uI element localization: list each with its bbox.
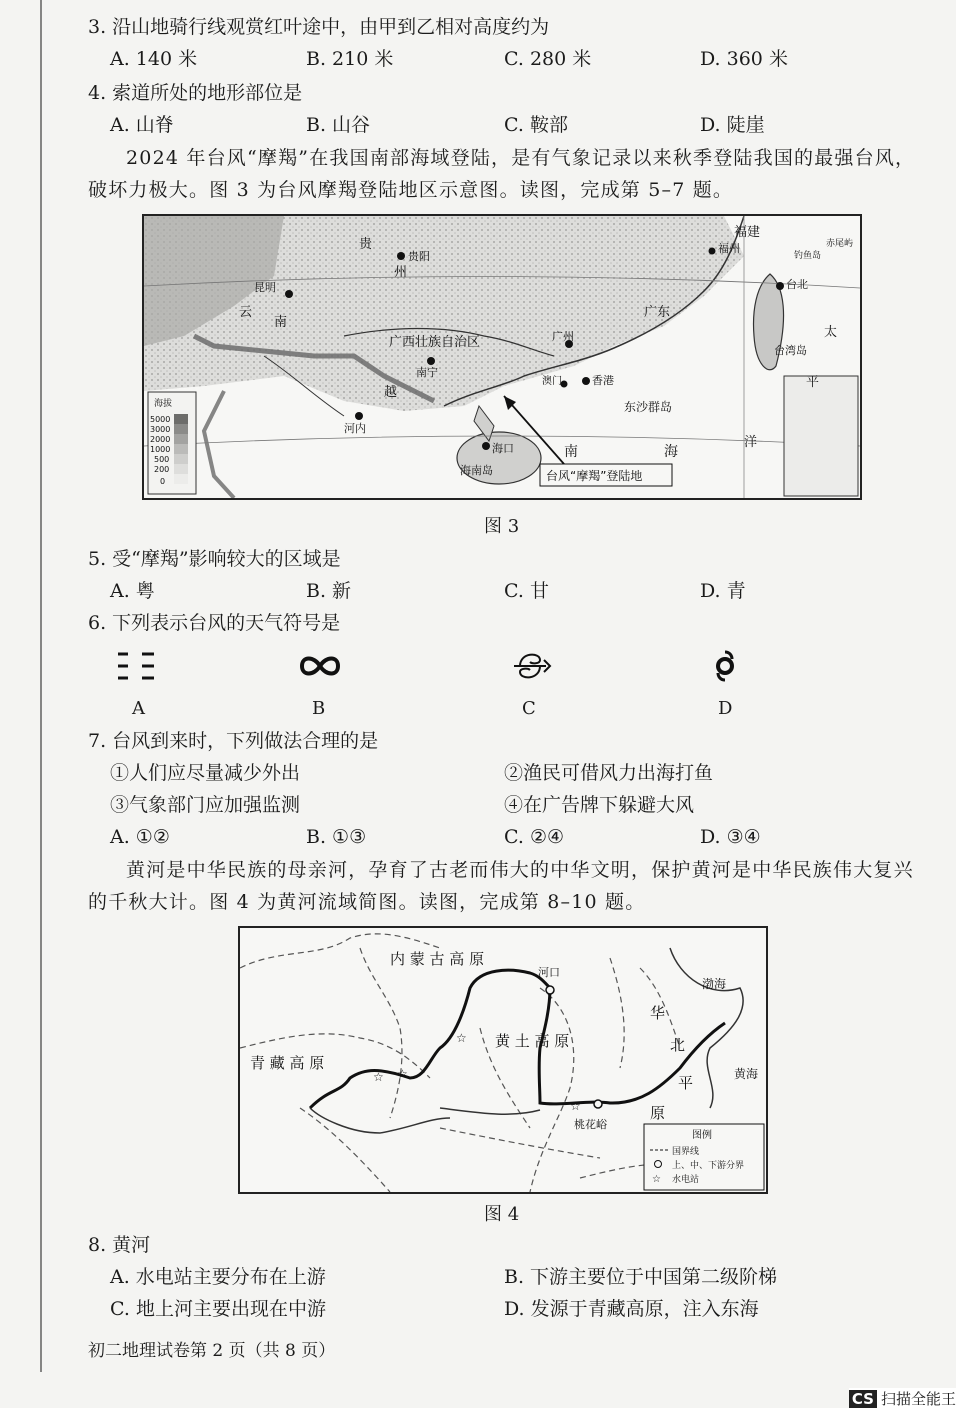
label-fujian: 福建 xyxy=(734,225,761,240)
hydro-station-star-1: ☆ xyxy=(373,1070,384,1084)
q5-option-a: A. 粤 xyxy=(110,580,155,602)
svg-text:1000: 1000 xyxy=(150,445,171,454)
figure-3-caption: 图 3 xyxy=(484,516,520,537)
legend-title: 图例 xyxy=(692,1130,712,1141)
q3-option-d: D. 360 米 xyxy=(700,48,788,70)
svg-text:香港: 香港 xyxy=(592,374,614,387)
label-ping: 平 xyxy=(806,375,820,390)
svg-text:200: 200 xyxy=(154,465,170,474)
q8-option-c: C. 地上河主要出现在中游 xyxy=(110,1298,326,1320)
city-hanoi xyxy=(344,412,366,435)
q5-option-b: B. 新 xyxy=(306,580,352,602)
label-nanhai: 南 xyxy=(564,444,578,460)
q8-stem: 8. 黄河 xyxy=(88,1234,151,1256)
svg-text:海口: 海口 xyxy=(492,442,514,455)
q4-option-b: B. 山谷 xyxy=(306,114,371,136)
label-yang: 洋 xyxy=(744,435,758,450)
figure-3-svg xyxy=(144,216,860,498)
svg-text:福州: 福州 xyxy=(718,242,740,255)
label-hua: 华 xyxy=(650,1004,666,1022)
label-yue: 越 xyxy=(384,385,398,400)
label-diaoyu: 钓鱼岛 xyxy=(794,251,822,261)
label-neimeng: 内 蒙 古 高 原 xyxy=(390,950,485,968)
q3-option-c: C. 280 米 xyxy=(504,48,592,70)
q7-option-b: B. ①③ xyxy=(306,826,367,848)
label-nan: 南 xyxy=(274,315,288,330)
svg-text:昆明: 昆明 xyxy=(254,281,276,294)
page-margin-line xyxy=(40,0,42,1372)
q7-statement-3: ③气象部门应加强监测 xyxy=(110,794,301,816)
figure-4-svg xyxy=(240,928,766,1192)
svg-text:2000: 2000 xyxy=(150,435,171,444)
q4-option-c: C. 鞍部 xyxy=(504,114,568,136)
q4-option-d: D. 陡崖 xyxy=(700,114,765,136)
q4-stem: 4. 索道所处的地形部位是 xyxy=(88,82,303,104)
division-point-taohuayu xyxy=(594,1100,602,1108)
q7-statement-1: ①人们应尽量减少外出 xyxy=(110,762,301,784)
hydro-station-star-3: ☆ xyxy=(456,1031,467,1045)
label-guangdong: 广东 xyxy=(644,305,671,320)
hydro-station-star-4: ☆ xyxy=(570,1099,581,1113)
cs-logo-icon: CS xyxy=(849,1390,877,1408)
q6-stem: 6. 下列表示台风的天气符号是 xyxy=(88,612,341,634)
svg-text:广州: 广州 xyxy=(552,330,574,343)
svg-text:5000: 5000 xyxy=(150,415,171,424)
legend-item-station: 水电站 xyxy=(672,1175,700,1185)
scanner-watermark xyxy=(849,1388,956,1408)
q5-stem: 5. 受“摩羯”影响较大的区域是 xyxy=(88,548,341,570)
vietnam-border xyxy=(204,391,234,498)
svg-text:0: 0 xyxy=(160,477,166,486)
legend-station-star: ☆ xyxy=(652,1174,661,1185)
passage-yellow-river: 黄河是中华民族的母亲河，孕育了古老而伟大的中华文明，保护黄河是中华民族伟大复兴的千秋大计。图 4 为黄河流域简图。读图，完成第 8–10 题。 xyxy=(88,859,914,913)
q3-stem: 3. 沿山地骑行线观赏红叶途中，由甲到乙相对高度约为 xyxy=(88,16,550,38)
q7-option-a: A. ①② xyxy=(110,826,170,848)
label-zhou: 州 xyxy=(394,265,408,280)
q8-option-b: B. 下游主要位于中国第二级阶梯 xyxy=(504,1266,778,1288)
q6-label-d: D xyxy=(718,698,733,719)
q8-option-d: D. 发源于青藏高原，注入东海 xyxy=(504,1298,759,1320)
fog-symbol-icon xyxy=(114,648,162,688)
q6-label-a: A xyxy=(132,698,145,719)
passage-typhoon: 2024 年台风“摩羯”在我国南部海域登陆，是有气象记录以来秋季登陆我国的最强台风，破坏力极大。图 3 为台风摩羯登陆地区示意图。读图，完成第 5–7 题。 xyxy=(88,147,916,201)
city-macau xyxy=(542,374,568,388)
svg-text:河内: 河内 xyxy=(344,422,366,435)
sandstorm-symbol-icon xyxy=(506,646,554,688)
legend-title: 海拔 xyxy=(154,399,173,409)
q7-statement-2: ②渔民可借风力出海打鱼 xyxy=(504,762,714,784)
q3-option-a: A. 140 米 xyxy=(110,48,198,70)
q7-option-c: C. ②④ xyxy=(504,826,565,848)
label-ping: 平 xyxy=(678,1074,694,1092)
q7-statement-4: ④在广告牌下躲避大风 xyxy=(504,794,695,816)
figure-3-map xyxy=(142,214,862,500)
q6-label-b: B xyxy=(312,698,326,719)
watermark-text: 扫描全能王 xyxy=(880,1390,956,1408)
label-huanghai: 黄海 xyxy=(734,1067,759,1081)
q7-option-d: D. ③④ xyxy=(700,826,761,848)
label-yun: 云 xyxy=(239,305,253,320)
label-huangtu: 黄 土 高 原 xyxy=(495,1032,570,1050)
division-point-hekou xyxy=(546,986,554,994)
legend-item-border: 国界线 xyxy=(672,1147,700,1157)
label-qingzang: 青 藏 高 原 xyxy=(250,1054,325,1072)
label-bei: 北 xyxy=(670,1036,686,1054)
yellow-river-source xyxy=(310,1108,450,1133)
weihe-tributary xyxy=(440,1108,540,1114)
label-hai: 海 xyxy=(664,444,678,460)
label-chiwei: 赤尾屿 xyxy=(826,239,854,249)
svg-text:3000: 3000 xyxy=(150,425,171,434)
hydro-station-star-2: ☆ xyxy=(397,1067,408,1081)
typhoon-symbol-icon xyxy=(710,648,740,684)
label-dongsha: 东沙群岛 xyxy=(624,400,673,414)
haze-symbol-icon xyxy=(296,648,344,684)
legend-item-division: 上、中、下游分界 xyxy=(672,1161,745,1171)
label-guangxi: 广西壮族自治区 xyxy=(389,335,481,350)
page-footer: 初二地理试卷第 2 页（共 8 页） xyxy=(88,1341,336,1361)
q6-label-c: C xyxy=(522,698,536,719)
q7-stem: 7. 台风到来时，下列做法合理的是 xyxy=(88,730,379,752)
q4-option-a: A. 山脊 xyxy=(110,114,174,136)
landfall-label: 台风“摩羯”登陆地 xyxy=(546,469,643,483)
figure-4-caption: 图 4 xyxy=(484,1204,520,1225)
label-bohai: 渤海 xyxy=(702,977,727,991)
south-china-sea-inset xyxy=(784,376,858,496)
svg-text:澳门: 澳门 xyxy=(542,376,562,387)
label-yuan: 原 xyxy=(650,1104,666,1122)
q5-option-d: D. 青 xyxy=(700,580,746,602)
label-tai: 太 xyxy=(824,325,838,340)
label-taohuayu: 桃花峪 xyxy=(574,1118,607,1131)
label-hekou: 河口 xyxy=(538,966,560,979)
svg-text:500: 500 xyxy=(154,455,170,464)
label-gui: 贵 xyxy=(359,237,373,252)
q3-option-b: B. 210 米 xyxy=(306,48,394,70)
svg-text:南宁: 南宁 xyxy=(416,366,438,379)
svg-text:贵阳: 贵阳 xyxy=(408,250,430,263)
figure-4-map xyxy=(238,926,768,1194)
svg-text:台北: 台北 xyxy=(786,278,808,291)
label-taiwan-island: 台湾岛 xyxy=(774,344,807,357)
q5-option-c: C. 甘 xyxy=(504,580,549,602)
city-hongkong xyxy=(582,373,614,387)
q8-option-a: A. 水电站主要分布在上游 xyxy=(110,1266,326,1288)
label-hainan: 海南岛 xyxy=(460,464,493,477)
city-taipei xyxy=(776,278,808,291)
